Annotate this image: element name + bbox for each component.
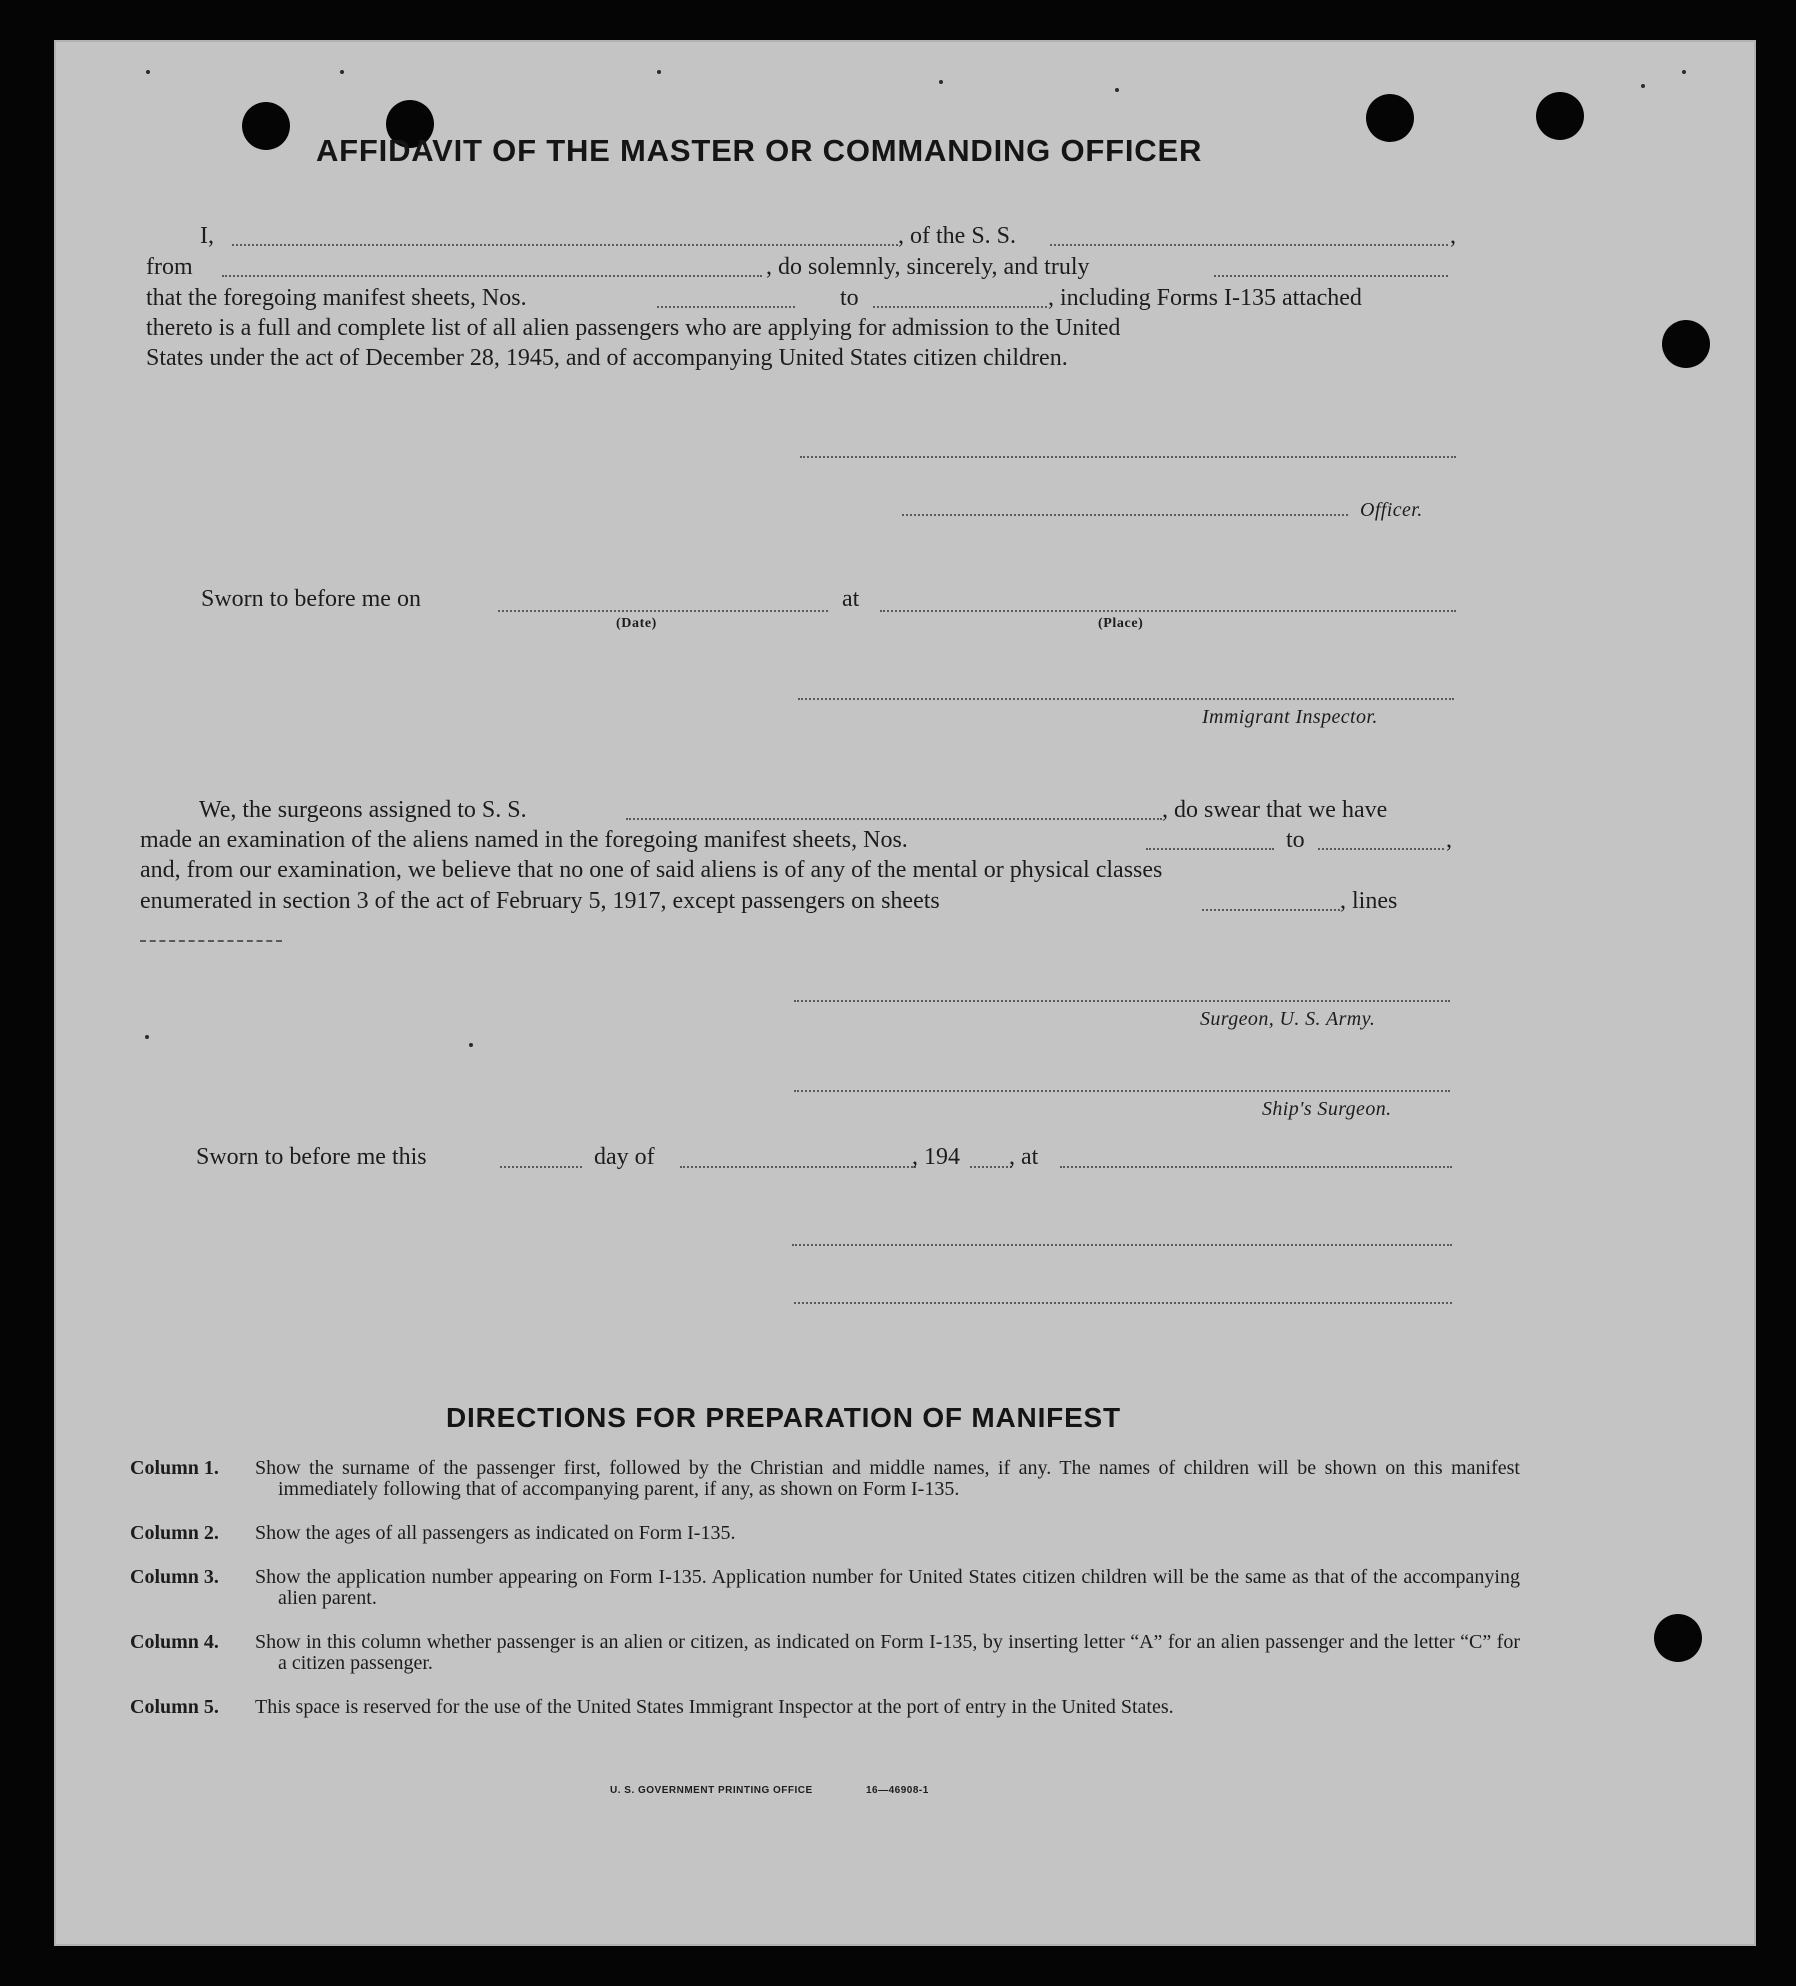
surgeon-line-4-start: enumerated in section 3 of the act of February 5, 1917, except passengers on sheets bbox=[140, 888, 940, 914]
document-page bbox=[54, 40, 1756, 1946]
punch-hole-side-top bbox=[1662, 320, 1710, 368]
affidavit-line-5: States under the act of December 28, 1945, and of accompanying United States citizen children. bbox=[146, 345, 1068, 371]
affidavit-line-1-start: I, bbox=[200, 223, 214, 249]
final-signature-line-2 bbox=[794, 1302, 1452, 1304]
direction-item bbox=[130, 1567, 1520, 1609]
ship-surgeon-label: Ship's Surgeon. bbox=[1262, 1098, 1392, 1120]
place-label: (Place) bbox=[1098, 616, 1144, 631]
direction-item bbox=[130, 1632, 1520, 1674]
punch-hole-right-center bbox=[1366, 94, 1414, 142]
sheet-start-blank bbox=[657, 306, 795, 308]
surgeon-line-2-end: , bbox=[1446, 827, 1452, 853]
year-blank bbox=[970, 1166, 1012, 1168]
punch-hole-side-bottom bbox=[1654, 1614, 1702, 1662]
exception-lines-blank bbox=[140, 940, 282, 942]
sworn-this-label: Sworn to before me this bbox=[196, 1144, 427, 1170]
sworn-label: Sworn to before me on bbox=[201, 586, 421, 612]
paper-speck bbox=[469, 1043, 473, 1047]
paper-speck bbox=[1682, 70, 1686, 74]
affidavit-title: AFFIDAVIT OF THE MASTER OR COMMANDING OFFICER bbox=[316, 133, 1203, 168]
direction-text: This space is reserved for the use of the United States Immigrant Inspector at the port of entry in the United States. bbox=[255, 1696, 1174, 1718]
surgeon-line-1-start: We, the surgeons assigned to S. S. bbox=[199, 797, 527, 823]
surgeon-ship-blank bbox=[626, 818, 1162, 820]
punch-hole-right bbox=[1536, 92, 1584, 140]
final-signature-line-1 bbox=[792, 1244, 1452, 1246]
sworn-place-line bbox=[880, 610, 1456, 612]
direction-label: Column 1. bbox=[130, 1457, 219, 1479]
affidavit-line-1-end: , bbox=[1450, 223, 1456, 249]
sworn-date-line bbox=[498, 610, 828, 612]
affidavit-line-4: thereto is a full and complete list of all alien passengers who are applying for admission to the United bbox=[146, 315, 1121, 341]
officer-title-line bbox=[902, 514, 1348, 516]
surgeon-sheet-end-blank bbox=[1318, 848, 1444, 850]
affidavit-line-3-mid: to bbox=[840, 285, 859, 311]
form-number: 16—46908-1 bbox=[866, 1785, 929, 1796]
direction-item bbox=[130, 1458, 1520, 1500]
ship-name-blank bbox=[1050, 244, 1448, 246]
surgeon-line-2-start: made an examination of the aliens named in the foregoing manifest sheets, Nos. bbox=[140, 827, 908, 853]
sworn-this-at-label: , at bbox=[1009, 1144, 1039, 1170]
sheet-end-blank bbox=[873, 306, 1047, 308]
paper-speck bbox=[146, 70, 150, 74]
punch-hole-left bbox=[242, 102, 290, 150]
printer-label: U. S. GOVERNMENT PRINTING OFFICE bbox=[610, 1785, 813, 1796]
surgeon-line-2-mid: to bbox=[1286, 827, 1305, 853]
direction-text: Show in this column whether passenger is an alien or citizen, as indicated on Form I-135, by inserting letter “A” for an alien passenger and the letter “C” for a citizen passenger. bbox=[255, 1631, 1520, 1674]
affidavit-line-2-start: from bbox=[146, 254, 193, 280]
army-surgeon-label: Surgeon, U. S. Army. bbox=[1200, 1008, 1376, 1030]
direction-text: Show the ages of all passengers as indicated on Form I-135. bbox=[255, 1522, 736, 1544]
inspector-label: Immigrant Inspector. bbox=[1202, 706, 1378, 728]
direction-text: Show the application number appearing on Form I-135. Application number for United States citizen children will be the same as that of the accompanying alien parent. bbox=[255, 1566, 1520, 1609]
direction-label: Column 4. bbox=[130, 1631, 219, 1653]
paper-speck bbox=[657, 70, 661, 74]
inspector-signature-line bbox=[798, 698, 1454, 700]
directions-list bbox=[130, 1458, 1520, 1741]
officer-name-blank bbox=[232, 244, 898, 246]
direction-label: Column 2. bbox=[130, 1522, 219, 1544]
affidavit-line-2-mid: , do solemnly, sincerely, and truly bbox=[766, 254, 1090, 280]
ship-surgeon-signature-line bbox=[794, 1090, 1450, 1092]
affidavit-line-3-end: , including Forms I-135 attached bbox=[1048, 285, 1362, 311]
day-blank bbox=[500, 1166, 582, 1168]
affidavit-line-1-mid: , of the S. S. bbox=[898, 223, 1017, 249]
year-prefix: , 194 bbox=[912, 1144, 960, 1170]
army-surgeon-signature-line bbox=[794, 1000, 1450, 1002]
direction-label: Column 3. bbox=[130, 1566, 219, 1588]
paper-speck bbox=[145, 1035, 149, 1039]
officer-signature-line bbox=[800, 456, 1456, 458]
paper-speck bbox=[340, 70, 344, 74]
sworn-this-place-blank bbox=[1060, 1166, 1452, 1168]
affidavit-line-3-start: that the foregoing manifest sheets, Nos. bbox=[146, 285, 527, 311]
day-of-label: day of bbox=[594, 1144, 655, 1170]
direction-label: Column 5. bbox=[130, 1696, 219, 1718]
oath-blank bbox=[1214, 275, 1448, 277]
surgeon-line-1-end: , do swear that we have bbox=[1162, 797, 1388, 823]
surgeon-sheet-start-blank bbox=[1146, 848, 1274, 850]
paper-speck bbox=[939, 80, 943, 84]
directions-title: DIRECTIONS FOR PREPARATION OF MANIFEST bbox=[446, 1402, 1121, 1433]
date-label: (Date) bbox=[616, 616, 657, 631]
officer-label: Officer. bbox=[1360, 499, 1423, 521]
surgeon-line-4-end: , lines bbox=[1340, 888, 1398, 914]
sworn-at-label: at bbox=[842, 586, 860, 612]
paper-speck bbox=[1115, 88, 1119, 92]
direction-item bbox=[130, 1523, 1520, 1544]
exception-sheets-blank bbox=[1202, 909, 1340, 911]
paper-speck bbox=[1641, 84, 1645, 88]
direction-text: Show the surname of the passenger first, followed by the Christian and middle names, if any. The names of children will be shown on this manifest immediately following that of accompanying parent, if any, as shown on Form I-135. bbox=[255, 1457, 1520, 1500]
direction-item bbox=[130, 1697, 1520, 1718]
surgeon-line-3: and, from our examination, we believe that no one of said aliens is of any of the mental or physical classes bbox=[140, 857, 1163, 883]
departure-port-blank bbox=[222, 275, 762, 277]
month-blank bbox=[680, 1166, 916, 1168]
